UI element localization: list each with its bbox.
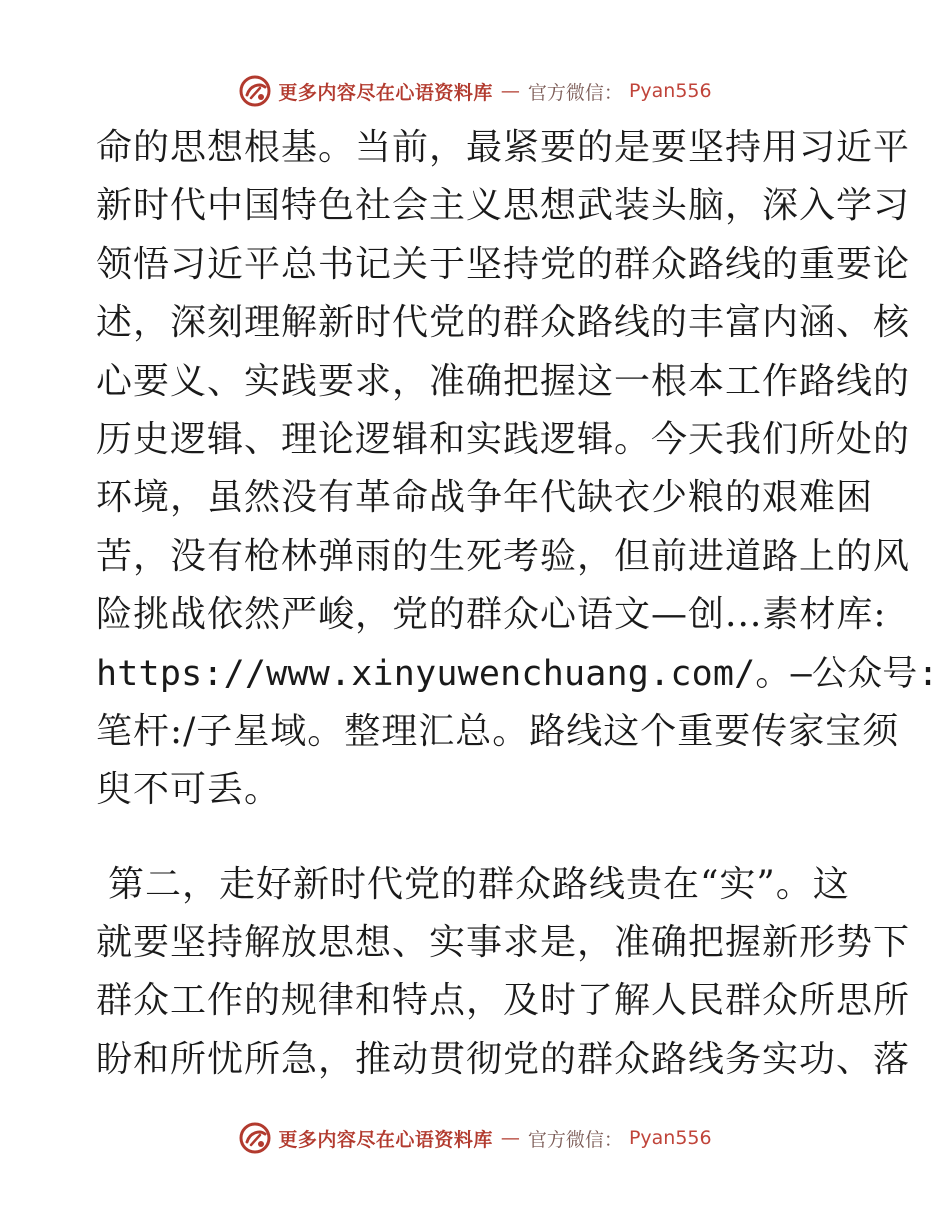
text-line: 命的思想根基。当前，最紧要的是要坚持用习近平: [96, 127, 911, 168]
document-body: [96, 119, 939, 1089]
text-line: 笔杆:/子星域。整理汇总。路线这个重要传家宝须: [96, 710, 900, 752]
text-line: 述，深刻理解新时代党的群众路线的丰富内涵、核: [96, 302, 911, 344]
brand-logo-icon: [238, 1121, 272, 1155]
text-line: 臾不可丢。: [96, 769, 282, 811]
paragraph-1: [96, 119, 939, 820]
text-line: 盼和所忧所急，推动贯彻党的群众路线务实功、落: [96, 1038, 911, 1080]
text-line: 环境，虽然没有革命战争年代缺衣少粮的艰难困: [96, 477, 874, 519]
banner-wechat-label: 官方微信：: [527, 1128, 623, 1151]
paragraph-spacer: [96, 820, 866, 856]
text-line: 领悟习近平总书记关于坚持党的群众路线的重要论: [96, 243, 911, 285]
text-line: 历史逻辑、理论逻辑和实践逻辑。今天我们所处的: [96, 418, 911, 460]
text-line: 苦，没有枪林弹雨的生死考验，但前进道路上的风: [96, 535, 911, 577]
text-line: 群众工作的规律和特点，及时了解人民群众所思所: [96, 980, 911, 1022]
banner-wechat-id: Pyan556: [628, 80, 712, 102]
url-line: https://www.xinyuwenchuang.com/。—公众号:: [96, 653, 939, 694]
footer-watermark-banner: [0, 1118, 950, 1158]
banner-separator: —: [500, 80, 520, 102]
banner-title: 更多内容尽在心语资料库: [278, 81, 493, 104]
brand-logo-icon: [238, 74, 272, 108]
banner-title: 更多内容尽在心语资料库: [278, 1128, 493, 1151]
header-watermark-banner: [0, 71, 950, 111]
text-line: 第二，走好新时代党的群众路线贵在“实”。这: [108, 863, 850, 905]
banner-wechat-id: Pyan556: [628, 1127, 712, 1149]
banner-separator: —: [500, 1127, 520, 1149]
text-line: 新时代中国特色社会主义思想武装头脑，深入学习: [96, 185, 911, 227]
text-line: 就要坚持解放思想、实事求是，准确把握新形势下: [96, 922, 911, 964]
banner-wechat-label: 官方微信：: [527, 81, 623, 104]
paragraph-2: [96, 856, 911, 1090]
text-line: 心要义、实践要求，准确把握这一根本工作路线的: [96, 360, 911, 402]
text-line: 险挑战依然严峻，党的群众心语文—创...素材库:: [96, 594, 887, 636]
